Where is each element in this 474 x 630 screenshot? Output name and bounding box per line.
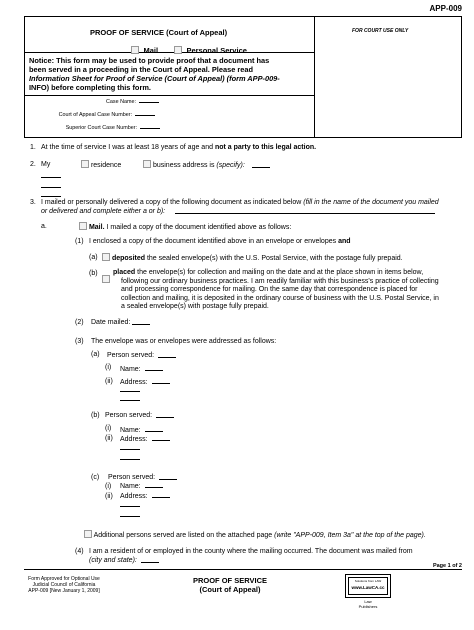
- person-b-name-label: Name:: [120, 427, 141, 434]
- person-a-name-field[interactable]: [145, 370, 163, 371]
- a1b-label: (b): [89, 270, 98, 277]
- residence-checkbox[interactable]: [81, 160, 89, 168]
- case-name-label: Case Name:: [106, 99, 136, 105]
- person-b-address-field-1[interactable]: [152, 440, 170, 441]
- a1b-line-1: the envelope(s) for collection and mailing on the date and at the place shown in items below,: [137, 269, 424, 276]
- personal-service-checkbox[interactable]: [174, 46, 182, 54]
- notice-line-1: Notice: This form may be used to provide proof that a document has: [29, 56, 270, 65]
- footer-left: [24, 576, 104, 594]
- person-b-address-label: Address:: [120, 436, 148, 443]
- item-1-bold: not a party to this legal action.: [214, 144, 317, 151]
- footer-title: PROOF OF SERVICE: [192, 576, 268, 585]
- a1b-line-2: following our ordinary business practices. I am readily familiar with this business's practice of collecting: [121, 277, 439, 285]
- personal-service-label: Personal Service: [186, 46, 247, 55]
- mail-checkbox[interactable]: [131, 46, 139, 54]
- header-divider-vertical: [314, 16, 315, 138]
- item-3a-label: a.: [41, 223, 47, 230]
- a1b-line-3: and processing correspondence for mailing. On the same day that correspondence is placed for: [121, 286, 418, 294]
- a1b-line-4: collection and mailing, it is deposited in the ordinary course of business with the U.S. Postal Service, in: [121, 294, 439, 302]
- person-b-ii: (ii): [105, 435, 113, 442]
- a1b-text: [113, 269, 453, 312]
- additional-persons[interactable]: [84, 530, 426, 540]
- person-a-address-field-3[interactable]: [120, 400, 140, 401]
- business-label: business: [152, 162, 181, 169]
- a1b-line-5: a sealed envelope(s) with postage fully prepaid.: [121, 303, 269, 311]
- logo-publishers: Publishers: [358, 604, 378, 609]
- a2-num: (2): [75, 319, 84, 326]
- person-c-address-label: Address:: [120, 493, 148, 500]
- item-2-my: My: [41, 161, 51, 168]
- person-a-i: (i): [105, 364, 112, 371]
- person-c-address-field-2[interactable]: [120, 506, 140, 507]
- a1-text: [89, 237, 351, 246]
- additional-persons-text: Additional persons served are listed on the attached page: [93, 532, 273, 539]
- coa-case-field[interactable]: [135, 115, 155, 116]
- date-mailed-label: Date mailed:: [91, 319, 131, 326]
- deposited-text: the sealed envelope(s) with the U.S. Postal Service, with the postage fully prepaid.: [146, 255, 403, 262]
- person-c-name-field[interactable]: [145, 487, 163, 488]
- a3-text: The envelope was or envelopes were addressed as follows:: [91, 338, 277, 345]
- a1-and: and: [338, 238, 351, 245]
- person-c-i: (i): [105, 483, 112, 490]
- logo-caption: [345, 599, 391, 609]
- additional-persons-italic: (write "APP-009, Item 3a" at the top of the page).: [274, 532, 426, 539]
- person-c-address-field-1[interactable]: [152, 497, 170, 498]
- person-c-address-field-3[interactable]: [120, 516, 140, 517]
- person-c-name-label: Name:: [120, 483, 141, 490]
- item-2-business[interactable]: [143, 160, 245, 170]
- mail-3a-label: Mail.: [88, 224, 105, 231]
- court-use-label: FOR COURT USE ONLY: [352, 28, 409, 34]
- mail-3a-text: I mailed a copy of the document identified above as follows:: [106, 224, 292, 231]
- item-3-italic-a: (fill in the name of the document you mailed: [303, 199, 439, 206]
- person-c-served-label: Person served:: [108, 474, 156, 481]
- item-1-text: [41, 143, 316, 152]
- footer-subtitle: (Court of Appeal): [199, 585, 261, 594]
- person-a-name-label: Name:: [120, 366, 141, 373]
- person-a-address-field-1[interactable]: [152, 383, 170, 384]
- person-a-address-field-2[interactable]: [120, 391, 140, 392]
- header-divider-notice: [24, 95, 315, 96]
- item-1-num: 1.: [30, 144, 36, 151]
- superior-case-label: Superior Court Case Number:: [65, 125, 137, 131]
- placed-label: placed: [113, 269, 136, 276]
- mail-3a-checkbox[interactable]: [79, 222, 87, 230]
- specify-label: (specify):: [216, 162, 245, 169]
- person-a-label: (a): [91, 351, 100, 358]
- a4-text: I am a resident of or employed in the county where the mailing occurred. The document was mailed from: [89, 548, 413, 555]
- superior-case-field[interactable]: [140, 128, 160, 129]
- additional-persons-checkbox[interactable]: [84, 530, 92, 538]
- item-3-main: I mailed or personally delivered a copy of the following document as indicated below: [41, 199, 302, 206]
- person-a-ii: (ii): [105, 378, 113, 385]
- placed-checkbox-wrap[interactable]: [102, 269, 110, 287]
- item-2-specify-field[interactable]: [252, 167, 270, 168]
- footer-center: [185, 576, 275, 594]
- case-name-field[interactable]: [139, 102, 159, 103]
- footer-left-line-1: Form Approved for Optional Use: [28, 576, 100, 582]
- item-2-address-line-3[interactable]: [41, 196, 61, 197]
- item-3a-mail[interactable]: [79, 222, 291, 232]
- notice-line-4: INFO) before completing this form.: [29, 83, 151, 92]
- address-is-label: address is: [182, 162, 215, 169]
- person-b-address-field-2[interactable]: [120, 449, 140, 450]
- a4-city-state-label: (city and state):: [89, 557, 137, 564]
- notice-line-2: been served in a proceeding in the Court of Appeal. Please read: [29, 65, 253, 74]
- page-number: Page 1 of 2: [432, 563, 462, 569]
- business-checkbox[interactable]: [143, 160, 151, 168]
- person-b-address-field-3[interactable]: [120, 459, 140, 460]
- logo-sub: Law: [364, 599, 372, 604]
- item-2-address-line-2[interactable]: [41, 187, 61, 188]
- person-c-label: (c): [91, 474, 100, 481]
- footer-rule: [24, 569, 462, 570]
- person-b-served-field[interactable]: [156, 417, 174, 418]
- deposited-label: deposited: [111, 255, 146, 262]
- a1-num: (1): [75, 238, 84, 245]
- a1a-option[interactable]: [102, 253, 403, 263]
- item-3-num: 3.: [30, 199, 36, 206]
- form-title: PROOF OF SERVICE (Court of Appeal): [90, 28, 228, 37]
- person-b-name-field[interactable]: [145, 431, 163, 432]
- notice-line-3: Information Sheet for Proof of Service (Court of Appeal) (form APP-009-: [29, 74, 280, 83]
- notice-text: [29, 56, 313, 92]
- person-b-served-label: Person served:: [105, 412, 153, 419]
- a4-num: (4): [75, 548, 84, 555]
- a1-main: I enclosed a copy of the document identified above in an envelope or envelopes: [89, 238, 337, 245]
- item-2-num: 2.: [30, 161, 36, 168]
- item-3-italic-b-text: or delivered and complete either a or b):: [41, 208, 166, 215]
- placed-checkbox[interactable]: [102, 275, 110, 283]
- person-a-served-field[interactable]: [158, 357, 176, 358]
- header-divider-title: [24, 52, 315, 53]
- a3-num: (3): [75, 338, 84, 345]
- person-a-address-label: Address:: [120, 379, 148, 386]
- a1a-label: (a): [89, 254, 98, 261]
- footer-left-line-3: APP-009 [New January 1, 2009]: [28, 588, 100, 594]
- a4-italic: [89, 556, 137, 565]
- date-mailed-field[interactable]: [132, 324, 150, 325]
- publisher-logo: [345, 574, 391, 598]
- item-2-residence[interactable]: [81, 160, 121, 170]
- person-a-served-label: Person served:: [107, 352, 155, 359]
- logo-url: www.LawCA.cc: [351, 585, 385, 590]
- coa-case-label: Court of Appeal Case Number:: [58, 112, 132, 118]
- person-c-ii: (ii): [105, 493, 113, 500]
- footer-left-line-2: Judicial Council of California: [32, 582, 96, 588]
- document-name-field[interactable]: [175, 213, 435, 214]
- deposited-checkbox[interactable]: [102, 253, 110, 261]
- item-3-italic-b: [41, 207, 165, 216]
- person-b-label: (b): [91, 412, 100, 419]
- a4-city-state-field[interactable]: [141, 562, 159, 563]
- person-b-i: (i): [105, 425, 112, 432]
- form-number: APP-009: [429, 4, 462, 13]
- person-c-served-field[interactable]: [159, 479, 177, 480]
- item-1-main: At the time of service I was at least 18 years of age and: [41, 144, 213, 151]
- item-2-address-line-1[interactable]: [41, 177, 61, 178]
- residence-label: residence: [90, 162, 122, 169]
- logo-top-text: Solutions from LAW: [354, 579, 382, 583]
- mail-label: Mail: [143, 46, 159, 55]
- item-3-text-line-1: [41, 198, 439, 207]
